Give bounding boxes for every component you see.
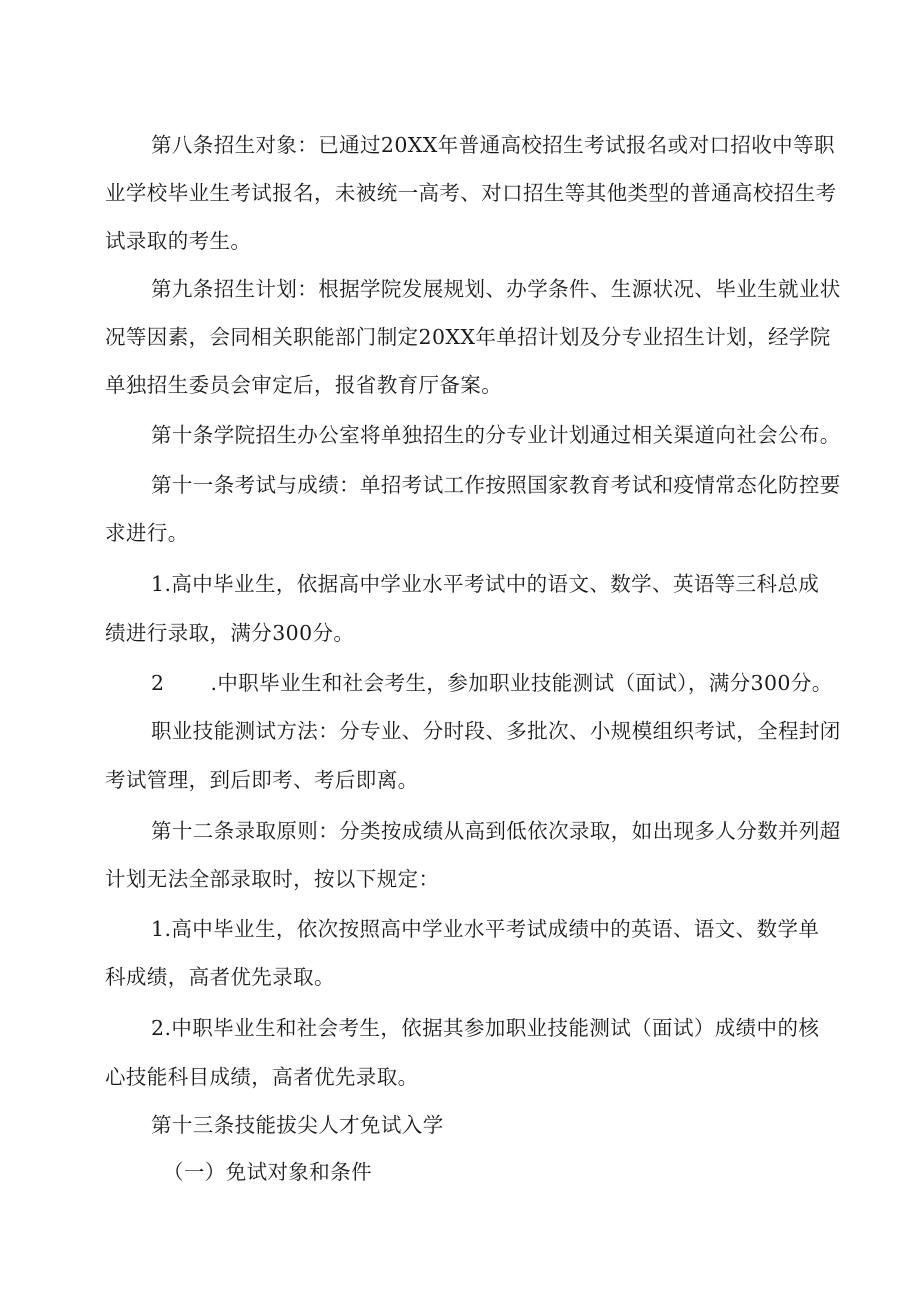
article-10-line-1: 第十条学院招生办公室将单独招生的分专业计划通过相关渠道向社会公布。 — [151, 423, 841, 447]
article-9-line-3: 单独招生委员会审定后，报省教育厅备案。 — [105, 373, 503, 397]
article-8-line-2: 业学校毕业生考试报名，未被统一高考、对口招生等其他类型的普通高校招生考 — [105, 181, 837, 205]
article-12-line-2: 计划无法全部录取时，按以下规定： — [105, 867, 440, 891]
article-12-line-1: 第十二条录取原则：分类按成绩从高到低依次录取，如出现多人分数并列超 — [151, 819, 841, 843]
article-12-item-2-line-2: 心技能科目成绩，高者优先录取。 — [105, 1065, 419, 1089]
article-11-method-line-1: 职业技能测试方法：分专业、分时段、多批次、小规模组织考试，全程封闭 — [151, 719, 841, 743]
article-11-line-1: 第十一条考试与成绩：单招考试工作按照国家教育考试和疫情常态化防控要 — [151, 473, 841, 497]
article-11-item-2 — [151, 670, 833, 696]
article-11-item-2-text: .中职毕业生和社会考生，参加职业技能测试（面试），满分300分。 — [210, 671, 833, 695]
article-9-line-1: 第九条招生计划：根据学院发展规划、办学条件、生源状况、毕业生就业状 — [151, 277, 841, 301]
article-12-item-2-line-1: 2.中职毕业生和社会考生，依据其参加职业技能测试（面试）成绩中的核 — [151, 1016, 820, 1040]
article-11-item-2-number: 2 — [151, 671, 165, 695]
article-11-line-2: 求进行。 — [105, 521, 189, 545]
article-11-item-1-line-1: 1.高中毕业生，依据高中学业水平考试中的语文、数学、英语等三科总成 — [151, 572, 820, 596]
article-13-heading: 第十三条技能拔尖人才免试入学 — [151, 1113, 444, 1137]
article-9-line-2: 况等因素，会同相关职能部门制定20XX年单招计划及分专业招生计划，经学院 — [105, 325, 831, 349]
article-11-method-line-2: 考试管理，到后即考、考后即离。 — [105, 768, 419, 792]
article-11-item-1-line-2: 绩进行录取，满分300分。 — [105, 621, 355, 645]
article-12-item-1-line-1: 1.高中毕业生，依次按照高中学业水平考试成绩中的英语、语文、数学单 — [151, 917, 820, 941]
article-8-line-3: 试录取的考生。 — [105, 229, 252, 253]
article-12-item-1-line-2: 科成绩，高者优先录取。 — [105, 965, 335, 989]
article-8-line-1: 第八条招生对象：已通过20XX年普通高校招生考试报名或对口招收中等职 — [151, 133, 835, 157]
article-13-subheading-1: （一）免试对象和条件 — [163, 1160, 372, 1184]
